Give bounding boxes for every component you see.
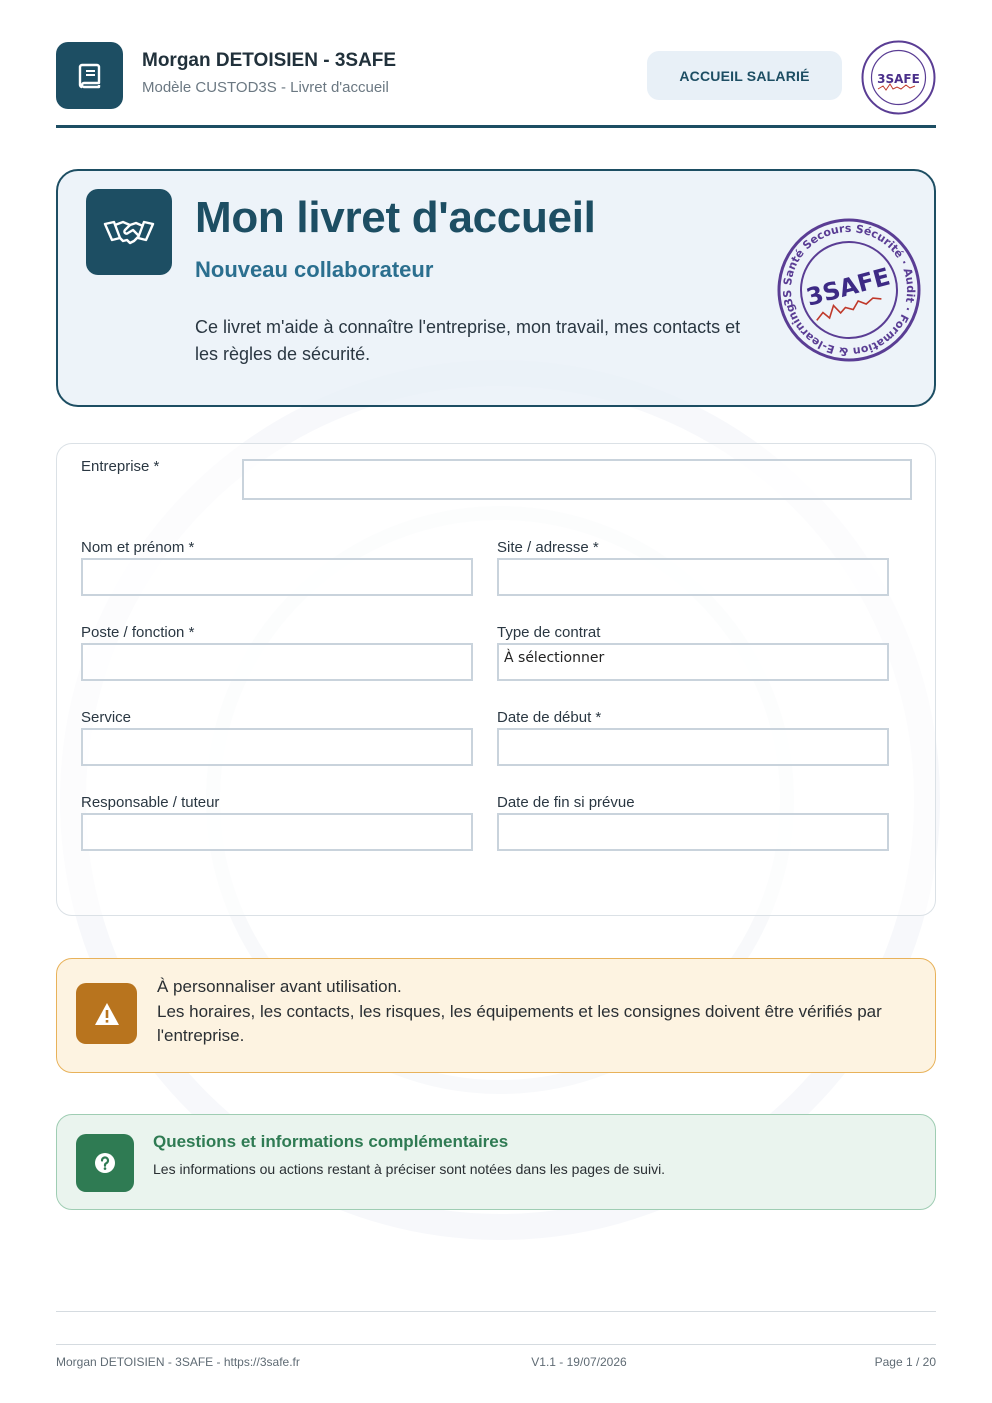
label-contrat: Type de contrat: [497, 624, 601, 641]
date-debut-input[interactable]: [497, 728, 889, 766]
label-date-fin: Date de fin si prévue: [497, 794, 635, 811]
page-header: [56, 42, 936, 110]
label-site: Site / adresse *: [497, 539, 599, 556]
footer-version: V1.1 - 19/07/2026: [531, 1355, 627, 1369]
service-input[interactable]: [81, 728, 473, 766]
warning-body: Les horaires, les contacts, les risques, les équipements et les consignes doivent être vérifiés par l'entreprise.: [157, 1001, 882, 1045]
label-nom: Nom et prénom *: [81, 539, 195, 556]
info-title: Questions et informations complémentaires: [153, 1132, 509, 1151]
footer-divider-bottom: [56, 1344, 936, 1345]
entreprise-input[interactable]: [242, 459, 912, 500]
label-date-debut: Date de début *: [497, 709, 602, 726]
info-callout: [56, 1114, 936, 1210]
warning-icon: [76, 983, 137, 1044]
label-service: Service: [81, 709, 132, 726]
poste-input[interactable]: [81, 643, 473, 681]
warning-text: [157, 975, 917, 1049]
section-badge: ACCUEIL SALARIÉ: [647, 51, 842, 100]
handshake-icon: [86, 189, 172, 275]
warning-title: À personnaliser avant utilisation.: [157, 977, 402, 996]
label-poste: Poste / fonction *: [81, 624, 195, 641]
site-input[interactable]: [497, 558, 889, 596]
nom-input[interactable]: [81, 558, 473, 596]
employee-form: [56, 443, 936, 916]
header-divider: [56, 125, 936, 128]
page-title: Mon livret d'accueil: [195, 193, 596, 242]
company-logo-stamp: [774, 215, 924, 365]
info-text: Les informations ou actions restant à préciser sont notées dans les pages de suivi.: [153, 1161, 666, 1177]
footer-author: Morgan DETOISIEN - 3SAFE - https://3safe.fr: [56, 1355, 300, 1369]
header-title: Morgan DETOISIEN - 3SAFE: [142, 50, 397, 71]
logo-ring-text: 3S Santé Secours Sécurité · Audit · Formation & E-learning: [780, 221, 918, 359]
date-fin-input[interactable]: [497, 813, 889, 851]
company-logo-small: [860, 39, 937, 116]
question-icon: [76, 1134, 134, 1192]
logo-big-text: 3SAFE: [803, 262, 894, 312]
footer-page-number: Page 1 / 20: [874, 1355, 936, 1369]
hero-description: Ce livret m'aide à connaître l'entreprise, mon travail, mes contacts et les règles de sécurité.: [195, 317, 741, 364]
warning-callout: [56, 958, 936, 1073]
label-responsable: Responsable / tuteur: [81, 794, 220, 811]
hero-card: [56, 169, 936, 407]
header-subtitle: Modèle CUSTOD3S - Livret d'accueil: [142, 79, 389, 96]
contrat-select[interactable]: À sélectionner: [497, 643, 889, 681]
responsable-input[interactable]: [81, 813, 473, 851]
label-entreprise: Entreprise *: [81, 458, 160, 475]
footer-divider-top: [56, 1311, 936, 1312]
page-subtitle: Nouveau collaborateur: [195, 257, 434, 282]
logo-small-text: 3SAFE: [877, 72, 920, 86]
book-icon: [56, 42, 123, 109]
